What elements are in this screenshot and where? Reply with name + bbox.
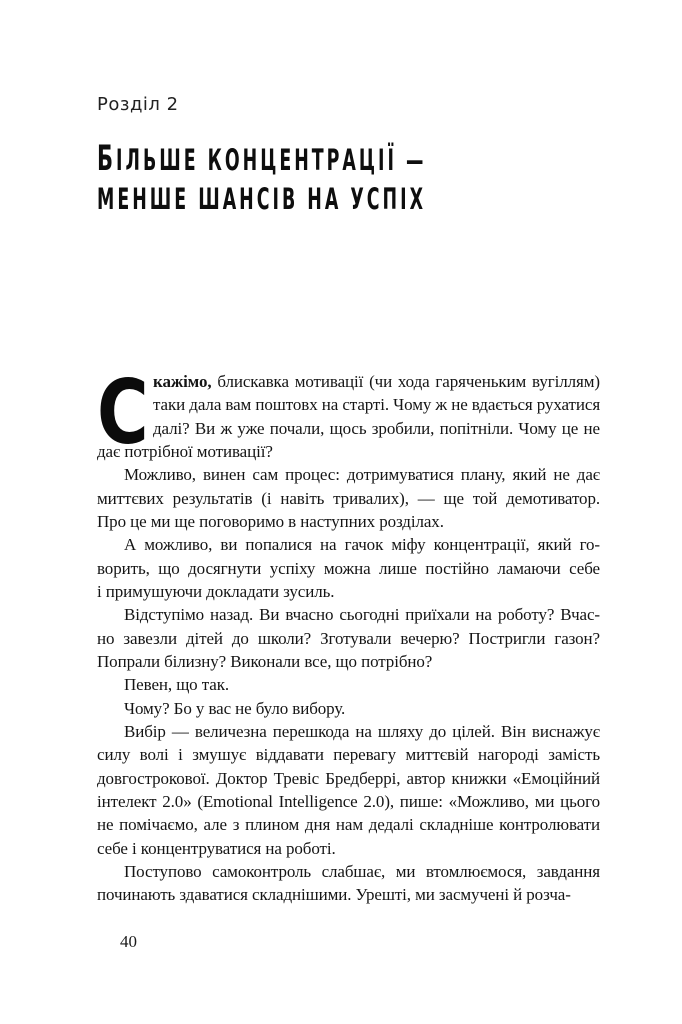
body-line: А можливо, ви попалися на гачок міфу концентрації, який го- bbox=[124, 535, 600, 555]
body-line: таки дала вам поштовх на старті. Чому ж не вдається рухатися bbox=[153, 395, 601, 415]
chapter-title-line-1: БІЛЬШЕ КОНЦЕНТРАЦІЇ — bbox=[97, 139, 427, 179]
body-line: довгострокової. Доктор Тревіс Бредберрі, автор книжки «Емоційний bbox=[97, 768, 600, 788]
body-line: Відступімо назад. Ви вчасно сьогодні приїхали на роботу? Вчас- bbox=[124, 605, 600, 625]
body-line: ворить, що досягнути успіху можна лише постійно ламаючи себе bbox=[97, 558, 600, 578]
body-line: миттєвих результатів (і навіть тривалих), — ще той демотиватор. bbox=[97, 488, 600, 508]
body-line: не помічаємо, але з плином дня нам дедалі складніше контролювати bbox=[97, 815, 600, 835]
page-number: 40 bbox=[120, 932, 137, 951]
body-line: кажімо, блискавка мотивації (чи хода гаряченьким вугіллям) bbox=[153, 372, 600, 391]
chapter-title-line-2: МЕНШЕ ШАНСІВ НА УСПІХ bbox=[97, 182, 427, 216]
chapter-title bbox=[97, 140, 657, 219]
body-line: Поступово самоконтроль слабшає, ми втомлюємося, завдання bbox=[124, 861, 600, 881]
body-line: і примушуючи докладати зусиль. bbox=[97, 581, 335, 601]
body-line: Чому? Бо у вас не було вибору. bbox=[124, 698, 346, 718]
body-line: Попрали білизну? Виконали все, що потрібно? bbox=[97, 651, 433, 671]
body-text bbox=[97, 361, 601, 907]
body-line: починають здаватися складнішими. Урешті, ми засмучені й розча- bbox=[97, 885, 571, 905]
body-line: силу волі і змушує віддавати перевагу миттєвій нагороді замість bbox=[97, 745, 600, 765]
body-line: но завезли дітей до школи? Зготували вечерю? Постригли газон? bbox=[97, 628, 600, 648]
body-line: далі? Ви ж уже почали, щось зробили, попітніли. Чому це не bbox=[153, 418, 600, 438]
drop-cap: С bbox=[97, 361, 149, 464]
body-line: Про це ми ще поговоримо в наступних розділах. bbox=[97, 511, 444, 531]
body-line: дає потрібної мотивації? bbox=[97, 441, 273, 461]
body-line: Вибір — величезна перешкода на шляху до цілей. Він виснажує bbox=[124, 721, 600, 741]
body-line: інтелект 2.0» (Emotional Intelligence 2.0), пише: «Можливо, ми цього bbox=[97, 791, 600, 811]
body-line: Можливо, винен сам процес: дотримуватися плану, який не дає bbox=[124, 465, 600, 485]
body-line: Певен, що так. bbox=[124, 675, 230, 695]
body-line: себе і концентруватися на роботі. bbox=[97, 838, 336, 858]
chapter-label: Розділ 2 bbox=[97, 94, 179, 115]
